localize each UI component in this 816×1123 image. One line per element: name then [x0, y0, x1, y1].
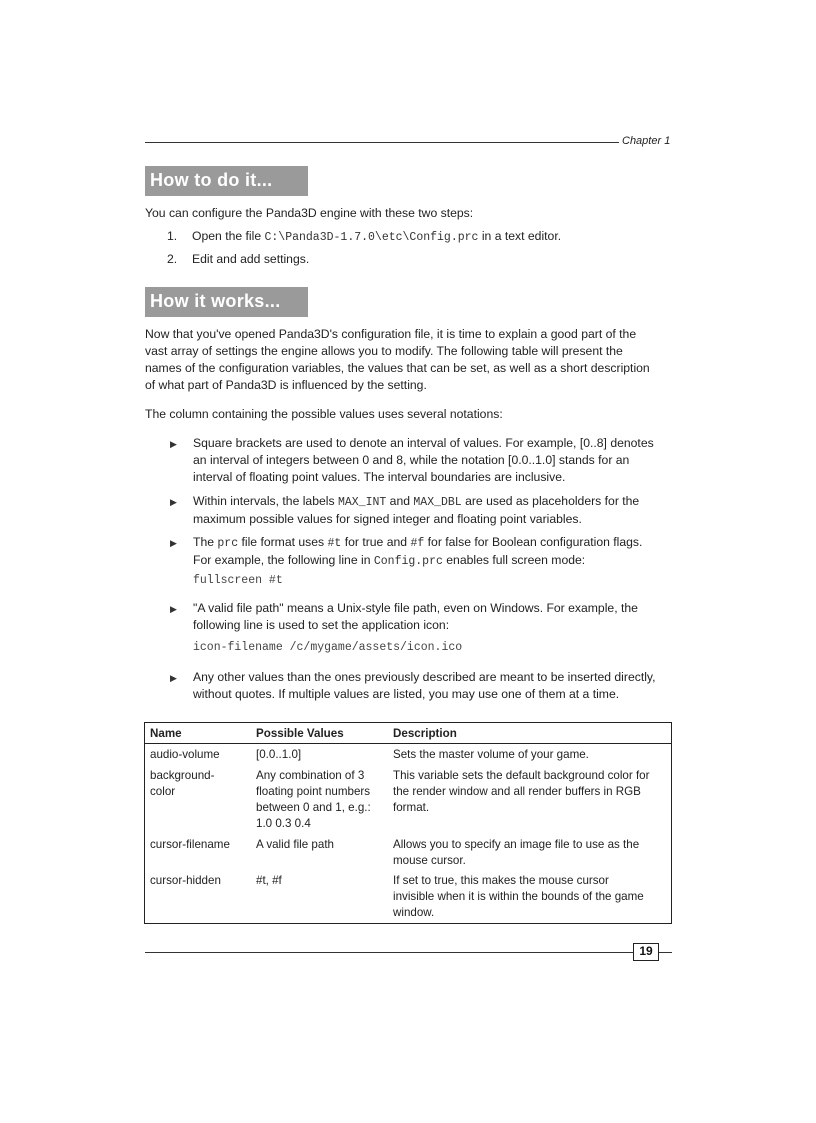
step-1	[167, 229, 561, 244]
cell-line: [0.0..1.0]	[256, 748, 302, 761]
text-run: Within intervals, the labels	[193, 494, 338, 508]
code-example-icon: icon-filename /c/mygame/assets/icon.ico	[193, 641, 463, 654]
bullet-line	[193, 552, 675, 570]
header-rule	[145, 142, 619, 143]
step-code: C:\Panda3D-1.7.0\etc\Config.prc	[264, 231, 479, 244]
text-run: enables full screen mode:	[442, 553, 586, 567]
table-cell-name	[150, 837, 250, 853]
cell-line: Sets the master volume of your game.	[393, 748, 589, 761]
text-run: For example, the following line in	[193, 553, 374, 567]
table-cell-values	[256, 747, 384, 763]
bullet-line: Any other values than the ones previously described are meant to be inserted directly,	[193, 670, 656, 684]
text-run: The	[193, 535, 218, 549]
table-cell-values	[256, 837, 384, 853]
cell-line: mouse cursor.	[393, 854, 466, 867]
section-heading-how-it-works: How it works...	[145, 287, 308, 317]
paragraph-line: Now that you've opened Panda3D's configuration file, it is time to explain a good part of the	[145, 327, 637, 341]
step-text: Open the file	[192, 229, 265, 243]
text-run: file format uses	[238, 535, 328, 549]
cell-line: Any combination of 3	[256, 769, 365, 782]
page-number: 19	[633, 943, 659, 961]
table-cell-name	[150, 768, 250, 800]
bullet-line: "A valid file path" means a Unix-style file path, even on Windows. For example, the	[193, 601, 638, 615]
column-header-description: Description	[393, 727, 457, 740]
paragraph-line: vast array of settings the engine allows you to modify. The following table will present the	[145, 344, 623, 358]
cell-line: color	[150, 785, 176, 798]
table-cell-description	[393, 747, 668, 763]
bullet-other-values	[170, 669, 675, 703]
bullet-placeholders	[170, 493, 675, 528]
cell-line: background-	[150, 769, 215, 782]
section-heading-how-to: How to do it...	[145, 166, 308, 196]
cell-line: window.	[393, 906, 435, 919]
text-run: for true and	[341, 535, 411, 549]
cell-line: If set to true, this makes the mouse cursor	[393, 874, 609, 887]
code-example-fullscreen: fullscreen #t	[193, 574, 283, 587]
code-run: MAX_DBL	[413, 496, 462, 509]
footer-rule	[145, 952, 633, 953]
table-cell-description	[393, 837, 668, 869]
code-run: MAX_INT	[337, 496, 387, 509]
cell-line: This variable sets the default background color for	[393, 769, 650, 782]
bullet-line: maximum possible values for signed integer and floating point variables.	[193, 512, 582, 526]
bullet-prc-format	[170, 534, 675, 570]
step-text: Edit and add settings.	[192, 252, 310, 266]
cell-line: cursor-filename	[150, 838, 230, 851]
step-number: 1.	[167, 229, 178, 243]
cell-line: A valid file path	[256, 838, 334, 851]
column-header-values: Possible Values	[256, 727, 344, 740]
step-text: in a text editor.	[478, 229, 562, 243]
step-number: 2.	[167, 252, 178, 266]
bullet-line: an interval of integers between 0 and 8, while the notation [0.0..1.0] stands for an	[193, 453, 630, 467]
how-it-works-paragraph	[145, 326, 675, 394]
config-table	[144, 722, 672, 924]
code-run: Config.prc	[373, 555, 443, 568]
cell-line: Allows you to specify an image file to use as the	[393, 838, 640, 851]
table-cell-values	[256, 768, 384, 832]
paragraph-line: of what part of Panda3D is influenced by the setting.	[145, 378, 427, 392]
how-to-intro: You can configure the Panda3D engine with these two steps:	[145, 206, 474, 220]
cell-line: 1.0 0.3 0.4	[256, 817, 311, 830]
column-header-name: Name	[150, 727, 182, 740]
code-run: prc	[217, 537, 239, 550]
cell-line: the render window and all render buffers in RGB	[393, 785, 641, 798]
cell-line: between 0 and 1, e.g.:	[256, 801, 371, 814]
text-run: for false for Boolean configuration flags.	[424, 535, 643, 549]
chapter-label: Chapter 1	[622, 135, 671, 147]
bullet-line: interval of floating point values. The interval boundaries are inclusive.	[193, 470, 566, 484]
cell-line: #t, #f	[256, 874, 282, 887]
paragraph-line: names of the configuration variables, the values that can be set, as well as a short description	[145, 361, 650, 375]
cell-line: cursor-hidden	[150, 874, 221, 887]
table-cell-values	[256, 873, 384, 889]
bullet-arrow-icon: ▶	[170, 673, 177, 683]
bullet-line	[193, 534, 675, 552]
bullet-file-path	[170, 600, 675, 634]
table-cell-name	[150, 747, 250, 763]
bullet-arrow-icon: ▶	[170, 439, 177, 449]
cell-line: audio-volume	[150, 748, 220, 761]
bullet-arrow-icon: ▶	[170, 538, 177, 548]
bullet-line: without quotes. If multiple values are listed, you may use one of them at a time.	[193, 687, 620, 701]
bullet-line: following line is used to set the application icon:	[193, 618, 450, 632]
code-run: #t	[327, 537, 342, 550]
cell-line: invisible when it is within the bounds of the game	[393, 890, 644, 903]
code-run: #f	[410, 537, 425, 550]
bullet-arrow-icon: ▶	[170, 604, 177, 614]
bullet-line: Square brackets are used to denote an interval of values. For example, [0..8] denotes	[193, 436, 654, 450]
table-cell-description	[393, 873, 668, 921]
table-cell-name	[150, 873, 250, 889]
table-header-row	[145, 723, 671, 744]
cell-line: floating point numbers	[256, 785, 371, 798]
notations-intro: The column containing the possible values uses several notations:	[145, 407, 503, 421]
text-run: and	[386, 494, 414, 508]
bullet-line	[193, 493, 675, 511]
text-run: are used as placeholders for the	[461, 494, 640, 508]
step-2	[167, 252, 309, 266]
table-cell-description	[393, 768, 668, 816]
bullet-arrow-icon: ▶	[170, 497, 177, 507]
cell-line: format.	[393, 801, 430, 814]
footer-rule-right	[659, 952, 672, 953]
bullet-intervals	[170, 435, 675, 486]
